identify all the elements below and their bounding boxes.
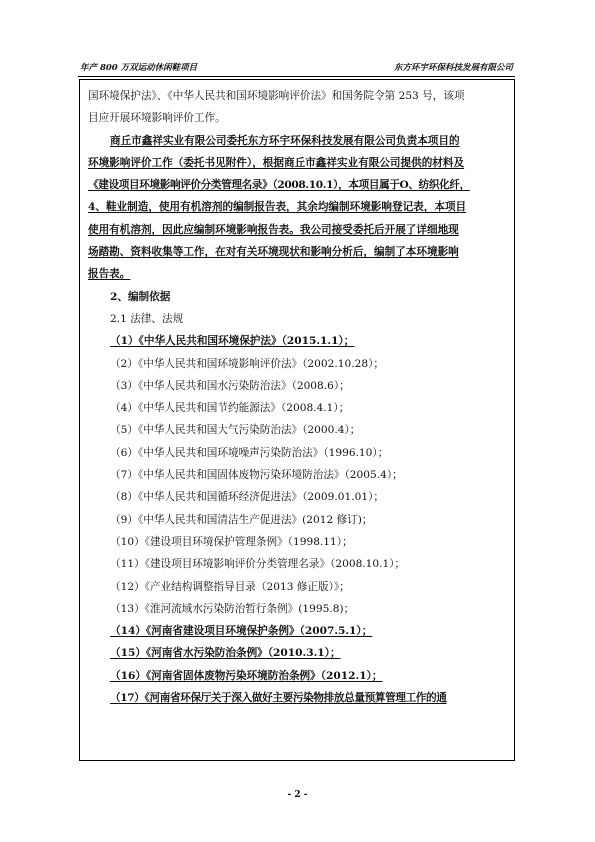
header-rule <box>78 76 515 77</box>
paragraph-line: 使用有机溶剂，因此应编制环境影响报告表。我公司接受委托后开展了详细地现 <box>88 223 459 236</box>
subsection-heading: 2.1 法律、法规 <box>110 312 184 325</box>
law-item: （8）《中华人民共和国循环经济促进法》（2009.01.01）； <box>110 491 384 504</box>
law-item: （6）《中华人民共和国环境噪声污染防治法》（1996.10）； <box>110 446 389 459</box>
paragraph-line: 目应开展环境影响评价工作。 <box>88 112 226 125</box>
law-item: （16）《河南省固体废物污染环境防治条例》（2012.1）； <box>110 669 383 682</box>
page-body <box>88 86 508 710</box>
paragraph-line: 场踏勘、资料收集等工作，在对有关环境现状和影响分析后，编制了本环境影响 <box>88 246 459 259</box>
header-company-name: 东方环宇环保科技发展有限公司 <box>393 63 513 73</box>
paragraph-line: 《建设项目环境影响评价分类管理名录》（2008.10.1），本项目属于O、纺织化纤， <box>88 179 470 192</box>
law-item: （10）《建设项目环境保护管理条例》（1998.11）； <box>110 535 353 548</box>
paragraph-line: 4、鞋业制造，使用有机溶剂的编制报告表，其余均编制环境影响登记表，本项目 <box>88 201 467 214</box>
law-item: （12）《产业结构调整指导目录（2013 修正版）》； <box>110 580 350 593</box>
law-item: （15）《河南省水污染防治条例》（2010.3.1）； <box>110 647 341 660</box>
content-frame <box>79 79 515 761</box>
section-heading: 2、编制依据 <box>110 290 171 303</box>
law-item: （14）《河南省建设项目环境保护条例》（2007.5.1）； <box>110 625 373 638</box>
law-item: （2）《中华人民共和国环境影响评价法》（2002.10.28）； <box>110 357 384 370</box>
law-item: （9）《中华人民共和国清洁生产促进法》(2012 修订)； <box>110 513 373 526</box>
law-item: （3）《中华人民共和国水污染防治法》（2008.6）； <box>110 379 350 392</box>
law-item: （4）《中华人民共和国节约能源法》（2008.4.1）； <box>110 402 350 415</box>
law-item: （7）《中华人民共和国固体废物污染环境防治法》（2005.4）； <box>110 469 403 482</box>
paragraph-line: 国环境保护法》、《中华人民共和国环境影响评价法》和国务院令第 253 号，该项 <box>88 90 465 102</box>
law-item: （5）《中华人民共和国大气污染防治法》（2000.4）； <box>110 424 361 437</box>
law-item: （13）《淮河流域水污染防治暂行条例》(1995.8)； <box>110 602 355 615</box>
law-item: （1）《中华人民共和国环境保护法》（2015.1.1）； <box>110 335 355 348</box>
law-item: （17）《河南省环保厅关于深入做好主要污染物排放总量预算管理工作的通 <box>110 692 447 705</box>
law-item: （11）《建设项目环境影响评价分类管理名录》（2008.10.1）； <box>110 558 406 571</box>
paragraph-line: 商丘市鑫祥实业有限公司委托东方环宇环保科技发展有限公司负责本项目的 <box>110 134 460 147</box>
page-number: - 2 - <box>287 790 308 800</box>
paragraph-line: 报告表。 <box>88 268 131 281</box>
paragraph-line: 环境影响评价工作（委托书见附件），根据商丘市鑫祥实业有限公司提供的材料及 <box>88 156 465 169</box>
running-header <box>78 60 515 74</box>
header-project-name: 年产 800 万双运动休闲鞋项目 <box>80 63 198 73</box>
